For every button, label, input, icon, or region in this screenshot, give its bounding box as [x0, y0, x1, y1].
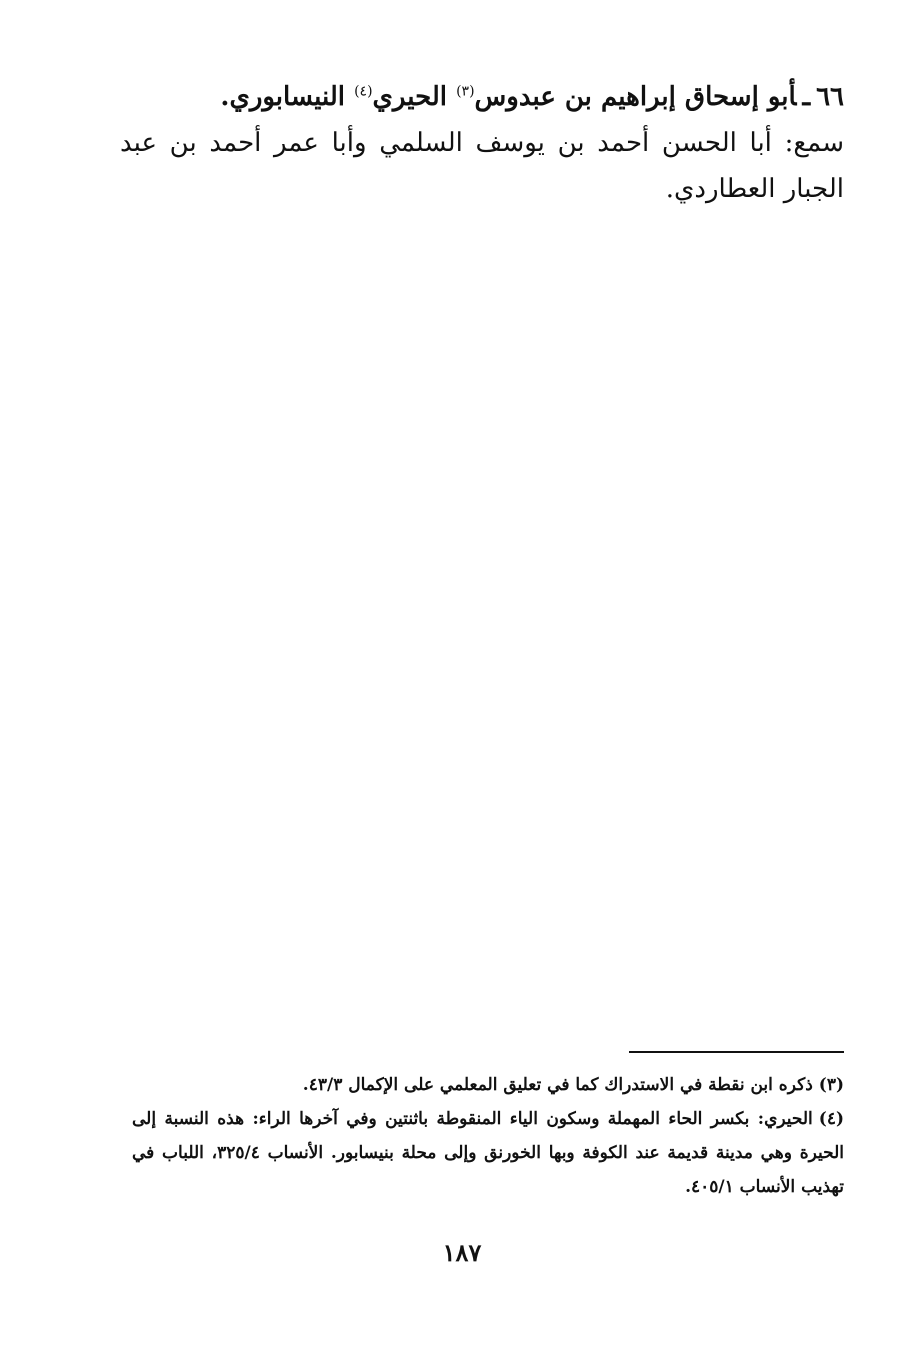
footnote-ref-3: (٣) [456, 83, 475, 100]
entry-heading [120, 74, 844, 120]
footnote-separator [629, 1051, 844, 1053]
footnote-3 [132, 1068, 844, 1102]
footnote-marker: (٣) [818, 1075, 844, 1095]
entry-number: ٦٦ [816, 82, 844, 112]
footnotes [132, 1068, 844, 1204]
page-number: ١٨٧ [442, 1238, 482, 1267]
footnote-marker: (٤) [818, 1109, 844, 1129]
footnote-4 [132, 1102, 844, 1204]
entry-dash: ـ [802, 82, 811, 112]
footnote-text: الحيري: بكسر الحاء المهملة وسكون الياء المنقوطة باثنتين وفي آخرها الراء: هذه النسبة إلى الحيرة وهي مدينة قديمة عند الكوفة وبها الخورنق وإلى محلة بنيسابور. الأنساب ٣٢٥/٤، اللباب في تهذيب الأنساب ٤٠٥/١. [132, 1109, 844, 1197]
entry-name-part1: أبو إسحاق إبراهيم بن عبدوس [474, 82, 797, 112]
entry-name-part2: الحيري [372, 82, 457, 112]
main-text [120, 74, 844, 212]
footnote-ref-4: (٤) [354, 83, 373, 100]
entry-body: سمع: أبا الحسن أحمد بن يوسف السلمي وأبا عمر أحمد بن عبد الجبار العطاردي. [120, 128, 844, 204]
entry-name-part3: النيسابوري. [220, 82, 355, 112]
footnote-text: ذكره ابن نقطة في الاستدراك كما في تعليق المعلمي على الإكمال ٤٣/٣. [302, 1075, 813, 1095]
